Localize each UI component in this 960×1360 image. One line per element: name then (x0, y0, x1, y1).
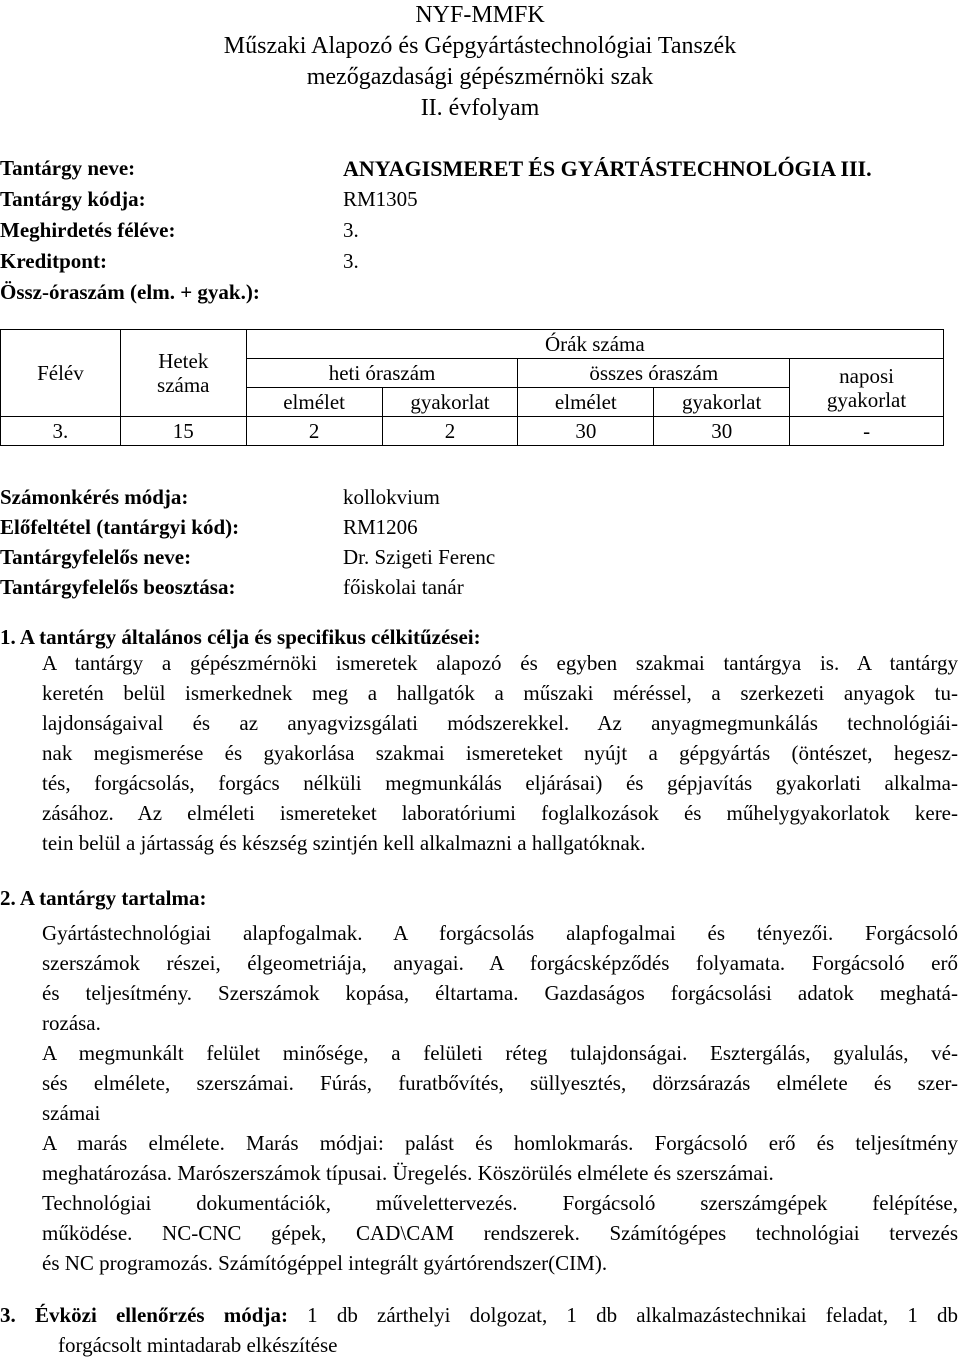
resp-label: Tantárgyfelelős beosztása: (0, 575, 236, 599)
document-header (0, 0, 960, 124)
hours-table (0, 329, 944, 446)
meta-row-semester (0, 215, 960, 246)
table-row (1, 417, 944, 446)
table-cell: 30 (654, 417, 790, 446)
paragraph-line: A megmunkált felület minősége, a felületi réteg tulajdonságai. Esztergálás, gyalulás, vé- (42, 1041, 958, 1065)
course-title: ANYAGISMERET ÉS GYÁRTÁSTECHNOLÓGIA III. (343, 156, 872, 181)
table-cell: 2 (382, 417, 518, 446)
header-daily-line1: naposi (839, 363, 894, 388)
section-3-line2: forgácsolt mintadarab elkészítése (58, 1333, 338, 1357)
paragraph-line: nak megismerése és gyakorlása szakmai ismereteket nyújt a gépgyártás (öntészet, hegesz- (42, 741, 958, 765)
paragraph-line: szerszámok részei, élgeometriája, anyagai. A forgácsképződés folyamata. Forgácsoló erő (42, 951, 958, 975)
responsibility-block (0, 482, 960, 602)
table-cell: 30 (518, 417, 654, 446)
year-level: II. évfolyam (420, 95, 540, 121)
header-weeks-line2: száma (157, 373, 210, 397)
resp-label: Tantárgyfelelős neve: (0, 545, 192, 569)
resp-row-prereq (0, 512, 960, 542)
paragraph-line: számai (42, 1101, 101, 1125)
institution-code: NYF-MMFK (415, 2, 545, 28)
paragraph-line: és NC programozás. Számítógéppel integrált gyártórendszer(CIM). (42, 1251, 608, 1275)
header-practice: gyakorlat (382, 388, 518, 417)
semester-value: 3. (343, 218, 359, 242)
header-theory: elmélet (246, 388, 382, 417)
header-weeks-line1: Hetek (158, 349, 209, 373)
header-daily-line2: gyakorlat (826, 387, 907, 412)
resp-label: Számonkérés módja: (0, 485, 189, 509)
prerequisite-code: RM1206 (343, 515, 418, 539)
paragraph-line: A marás elmélete. Marás módjai: palást és homlokmarás. Forgácsoló erő és teljesítmény (42, 1131, 958, 1155)
paragraph-line: tés, forgácsolás, forgács nélküli megmunkálás eljárásai) és gépjavítás gyakorlati alkalma- (42, 771, 958, 795)
resp-row-position (0, 572, 960, 602)
department-name: Műszaki Alapozó és Gépgyártástechnológiai Tanszék (223, 33, 737, 59)
exam-type: kollokvium (343, 485, 440, 509)
resp-row-owner (0, 542, 960, 572)
header-hours: Órák száma (246, 330, 943, 359)
paragraph-line: rozása. (42, 1011, 101, 1035)
meta-label: Tantárgy kódja: (0, 187, 146, 211)
paragraph-line: működése. NC-CNC gépek, CAD\CAM rendszerek. Számítógépes technológiai tervezés (42, 1221, 958, 1245)
meta-row-total-hours (0, 277, 960, 308)
resp-row-exam (0, 482, 960, 512)
meta-row-name (0, 153, 960, 184)
meta-label: Össz-óraszám (elm. + gyak.): (0, 280, 260, 304)
header-practice: gyakorlat (654, 388, 790, 417)
section-3-line1 (0, 1300, 958, 1330)
meta-label: Meghirdetés féléve: (0, 218, 176, 242)
table-cell: 3. (1, 417, 121, 446)
paragraph-line: keretén belül ismerkednek meg a hallgatók a műszaki méréssel, a szerkezeti anyagok tu- (42, 681, 958, 705)
header-total-hours: összes óraszám (518, 359, 790, 388)
program-name: mezőgazdasági gépészmérnöki szak (306, 64, 654, 90)
header-semester: Félév (1, 330, 121, 417)
table-cell: 2 (246, 417, 382, 446)
course-code: RM1305 (343, 187, 418, 211)
section-2-body (42, 918, 958, 1278)
meta-row-credits (0, 246, 960, 277)
table-cell: 15 (120, 417, 246, 446)
header-weekly-hours: heti óraszám (246, 359, 518, 388)
section-3-title: 3. Évközi ellenőrzés módja: (0, 1303, 288, 1327)
section-1-title: 1. A tantárgy általános célja és specifikus célkitűzései: (0, 625, 481, 649)
header-theory: elmélet (518, 388, 654, 417)
table-cell: - (790, 417, 944, 446)
owner-name: Dr. Szigeti Ferenc (343, 545, 496, 569)
paragraph-line: Technológiai dokumentációk, művelettervezés. Forgácsoló szerszámgépek felépítése, (42, 1191, 958, 1215)
meta-row-code (0, 184, 960, 215)
credits-value: 3. (343, 249, 359, 273)
paragraph-line: tein belül a jártasság és készség szintjén kell alkalmazni a hallgatóknak. (42, 831, 646, 855)
header-weeks (120, 330, 246, 417)
paragraph-line: lajdonságaival és az anyagvizsgálati módszerekkel. Az anyagmegmunkálás technológiái- (42, 711, 958, 735)
paragraph-line: és teljesítmény. Szerszámok kopása, éltartama. Gazdaságos forgácsolási adatok meghatá- (42, 981, 958, 1005)
section-3 (0, 1300, 958, 1360)
meta-label: Tantárgy neve: (0, 156, 136, 180)
course-meta (0, 153, 960, 308)
paragraph-line: A tantárgy a gépészmérnöki ismeretek alapozó és egyben szakmai tantárgya is. A tantárgy (42, 651, 958, 675)
owner-position: főiskolai tanár (343, 575, 464, 599)
paragraph-line: sés elmélete, szerszámai. Fúrás, furatbővítés, süllyesztés, dörzsárazás elmélete és szer- (42, 1071, 958, 1095)
paragraph-line: Gyártástechnológiai alapfogalmak. A forgácsolás alapfogalmai és tényezői. Forgácsoló (42, 921, 958, 945)
resp-label: Előfeltétel (tantárgyi kód): (0, 515, 240, 539)
meta-label: Kreditpont: (0, 249, 107, 273)
paragraph-line: meghatározása. Marószerszámok típusai. Üregelés. Köszörülés elmélete és szerszámai. (42, 1161, 774, 1185)
section-3-text: 1 db zárthelyi dolgozat, 1 db alkalmazástechnikai feladat, 1 db (287, 1303, 959, 1327)
section-2-title: 2. A tantárgy tartalma: (0, 886, 207, 910)
paragraph-line: zásához. Az elméleti ismereteket laboratóriumi foglalkozások és műhelygyakorlatok kere- (42, 801, 958, 825)
section-1-body (42, 648, 958, 858)
header-daily-practice (790, 359, 944, 417)
